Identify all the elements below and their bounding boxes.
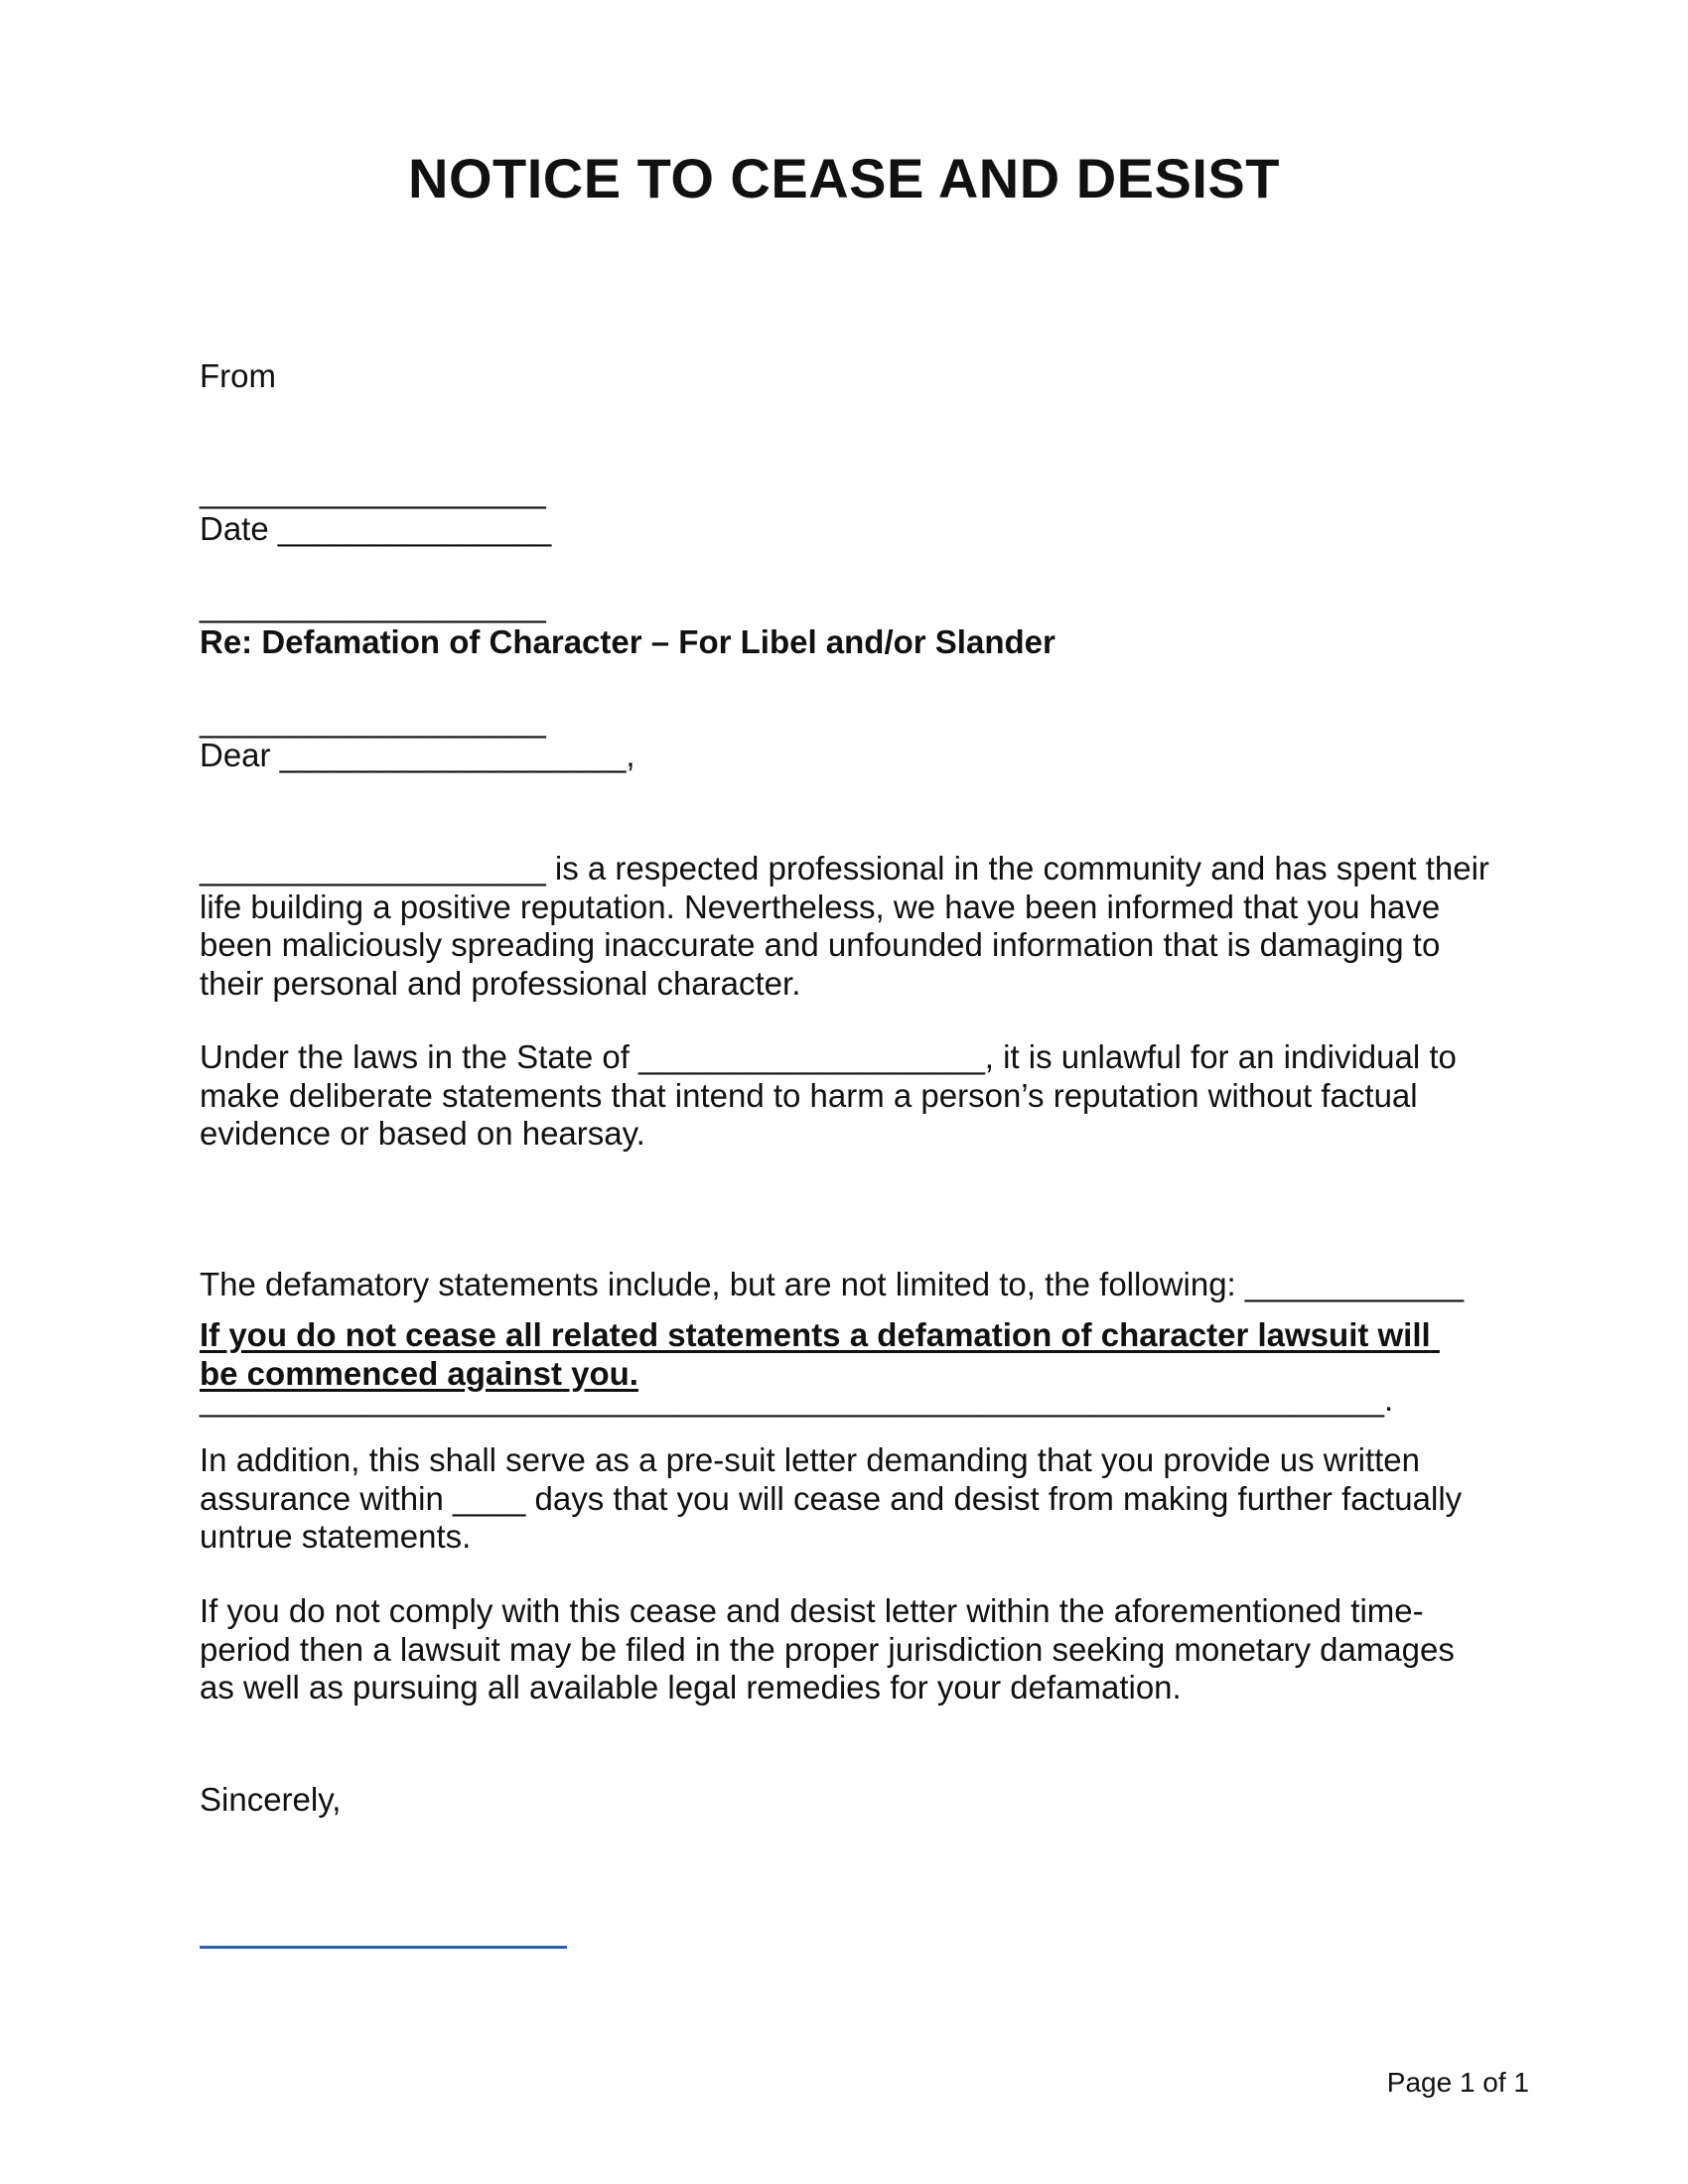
salutation: Dear ___________________,: [200, 737, 635, 773]
subject-line: Re: Defamation of Character – For Libel and/or Slander: [200, 623, 1055, 660]
date-line: Date _______________: [200, 510, 552, 547]
from-label: From: [200, 357, 276, 394]
from-line-1: ___________________: [200, 472, 546, 509]
statements-line-2: _________________________________________________________________.: [200, 1380, 1394, 1418]
closing: Sincerely,: [200, 1781, 342, 1818]
document-title: NOTICE TO CEASE AND DESIST: [408, 147, 1280, 209]
signature-line: [200, 1946, 567, 1949]
paragraph-pre-suit: In addition, this shall serve as a pre-suit letter demanding that you provide us written assurance within ____ days that you will cease and desist from making further factually untrue statements.: [200, 1441, 1472, 1555]
page-number: Page 1 of 1: [1386, 2067, 1529, 2098]
lawsuit-warning: If you do not cease all related statements a defamation of character lawsuit will be commenced against you.: [200, 1316, 1440, 1392]
from-line-3: ___________________: [200, 701, 546, 739]
from-line-2: ___________________: [200, 587, 546, 623]
paragraph-state-law: Under the laws in the State of ___________________, it is unlawful for an individual to make deliberate statements that intend to harm a person’s reputation without factual evidence or based on hearsay.: [200, 1038, 1467, 1152]
paragraph-compliance: If you do not comply with this cease and desist letter within the aforementioned time-period then a lawsuit may be filed in the proper jurisdiction seeking monetary damages as well as pursuing all available legal remedies for your defamation.: [200, 1592, 1465, 1706]
paragraph-reputation: ___________________ is a respected professional in the community and has spent their life building a positive reputation. Nevertheless, we have been informed that you have been maliciously spreading inaccurate and unfounded information that is damaging to their personal and professional character.: [200, 850, 1499, 1002]
statements-line-1: The defamatory statements include, but are not limited to, the following: ____________: [200, 1266, 1465, 1302]
